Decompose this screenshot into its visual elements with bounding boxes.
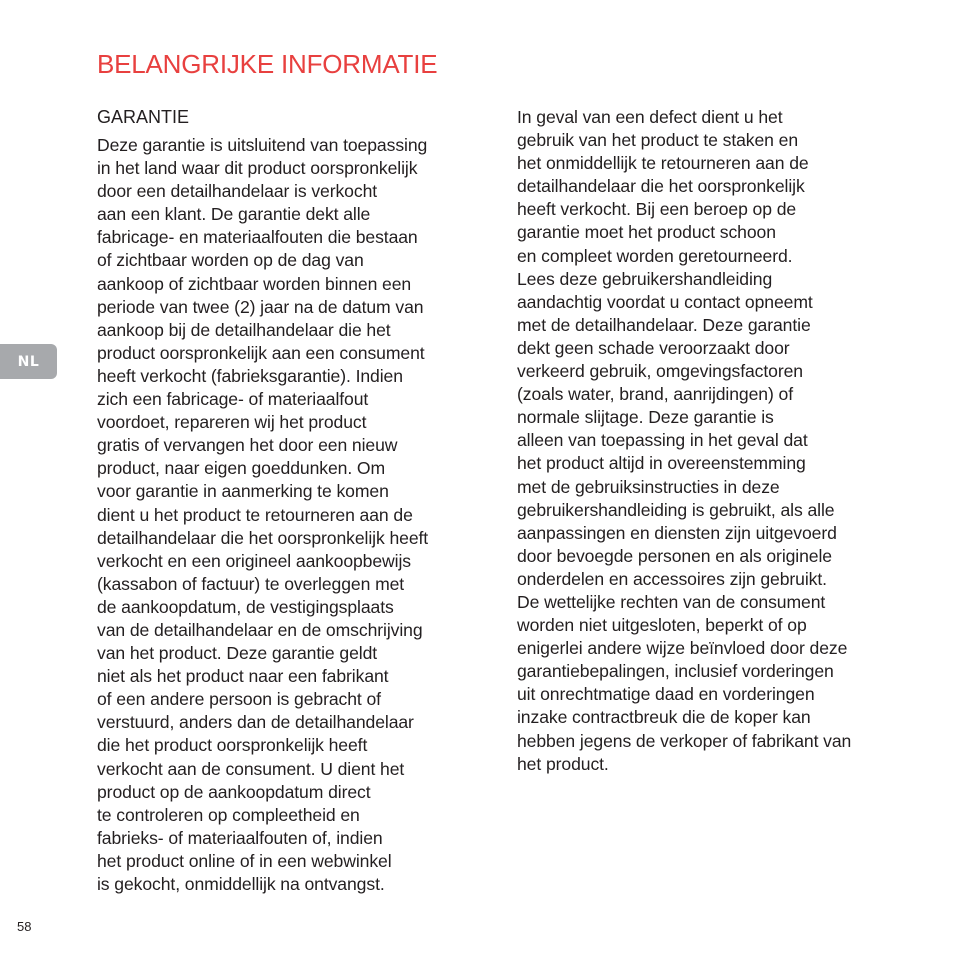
text-line: met de gebruiksinstructies in deze xyxy=(517,476,780,497)
text-line: dekt geen schade veroorzaakt door xyxy=(517,337,790,358)
text-line: In geval van een defect dient u het xyxy=(517,107,783,127)
text-line: gebruik van het product te staken en xyxy=(517,130,799,151)
text-line: aanpassingen en diensten zijn uitgevoerd xyxy=(517,522,837,543)
text-line: door een detailhandelaar is verkocht xyxy=(97,181,378,202)
text-line: aankoop bij de detailhandelaar die het xyxy=(97,319,391,340)
text-line: en compleet worden geretourneerd. xyxy=(517,245,793,266)
text-line: Lees deze gebruikershandleiding xyxy=(517,268,773,289)
text-line: garantie moet het product schoon xyxy=(517,222,776,243)
text-line: of zichtbaar worden op de dag van xyxy=(97,250,364,271)
text-line: te controleren op compleetheid en xyxy=(97,804,360,825)
text-line: het product online of in een webwinkel xyxy=(97,850,392,871)
text-line: heeft verkocht. Bij een beroep op de xyxy=(517,199,797,220)
page-title: BELANGRIJKE INFORMATIE xyxy=(97,49,438,79)
text-line: aankoop of zichtbaar worden binnen een xyxy=(97,273,412,294)
text-line: inzake contractbreuk die de koper kan xyxy=(517,707,811,728)
left-text-column xyxy=(97,134,428,896)
text-line: of een andere persoon is gebracht of xyxy=(97,689,381,710)
text-line: door bevoegde personen en als originele xyxy=(517,545,832,566)
text-line: het onmiddellijk te retourneren aan de xyxy=(517,153,809,174)
text-line: verkocht en een origineel aankoopbewijs xyxy=(97,550,411,571)
text-line: garantiebepalingen, inclusief vorderingen xyxy=(517,661,834,682)
text-line: enigerlei andere wijze beïnvloed door deze xyxy=(517,638,848,659)
text-line: gratis of vervangen het door een nieuw xyxy=(97,435,398,456)
text-line: (zoals water, brand, aanrijdingen) of xyxy=(517,384,794,405)
text-line: uit onrechtmatige daad en vorderingen xyxy=(517,684,815,705)
text-line: Deze garantie is uitsluitend van toepassing xyxy=(97,135,428,155)
text-line: van het product. Deze garantie geldt xyxy=(97,643,378,664)
language-tab-label: NL xyxy=(17,353,40,370)
text-line: onderdelen en accessoires zijn gebruikt. xyxy=(517,568,827,589)
text-line: aan een klant. De garantie dekt alle xyxy=(97,204,371,225)
text-line: die het product oorspronkelijk heeft xyxy=(97,735,368,756)
text-line: het product. xyxy=(517,753,609,774)
page-number: 58 xyxy=(17,919,32,934)
text-line: in het land waar dit product oorspronkelijk xyxy=(97,158,418,179)
text-line: verkocht aan de consument. U dient het xyxy=(97,758,405,779)
text-line: detailhandelaar die het oorspronkelijk heeft xyxy=(97,527,429,548)
language-tab xyxy=(0,344,57,379)
text-line: alleen van toepassing in het geval dat xyxy=(517,430,808,451)
text-line: aandachtig voordat u contact opneemt xyxy=(517,291,813,312)
section-heading: GARANTIE xyxy=(97,107,190,127)
text-line: fabrieks- of materiaalfouten of, indien xyxy=(97,827,383,848)
text-line: gebruikershandleiding is gebruikt, als alle xyxy=(517,499,835,520)
text-line: dient u het product te retourneren aan de xyxy=(97,504,413,525)
text-line: verstuurd, anders dan de detailhandelaar xyxy=(97,712,414,733)
text-line: het product altijd in overeenstemming xyxy=(517,453,806,474)
text-line: fabricage- en materiaalfouten die bestaan xyxy=(97,227,418,248)
text-line: voordoet, repareren wij het product xyxy=(97,412,367,433)
text-line: periode van twee (2) jaar na de datum van xyxy=(97,296,424,317)
text-line: niet als het product naar een fabrikant xyxy=(97,666,389,687)
text-line: de aankoopdatum, de vestigingsplaats xyxy=(97,596,394,617)
text-line: product oorspronkelijk aan een consument xyxy=(97,342,425,363)
text-line: zich een fabricage- of materiaalfout xyxy=(97,389,369,410)
text-line: heeft verkocht (fabrieksgarantie). Indien xyxy=(97,365,403,386)
text-line: product, naar eigen goeddunken. Om xyxy=(97,458,386,479)
text-line: De wettelijke rechten van de consument xyxy=(517,591,826,612)
text-line: normale slijtage. Deze garantie is xyxy=(517,407,774,428)
text-line: hebben jegens de verkoper of fabrikant van xyxy=(517,730,852,751)
text-line: verkeerd gebruik, omgevingsfactoren xyxy=(517,361,803,382)
text-line: met de detailhandelaar. Deze garantie xyxy=(517,314,811,335)
text-line: (kassabon of factuur) te overleggen met xyxy=(97,573,405,594)
text-line: product op de aankoopdatum direct xyxy=(97,781,371,802)
text-line: detailhandelaar die het oorspronkelijk xyxy=(517,176,805,197)
text-line: van de detailhandelaar en de omschrijving xyxy=(97,619,423,640)
text-line: is gekocht, onmiddellijk na ontvangst. xyxy=(97,874,385,894)
text-line: voor garantie in aanmerking te komen xyxy=(97,481,389,502)
text-line: worden niet uitgesloten, beperkt of op xyxy=(517,615,807,636)
right-text-column xyxy=(517,106,851,776)
